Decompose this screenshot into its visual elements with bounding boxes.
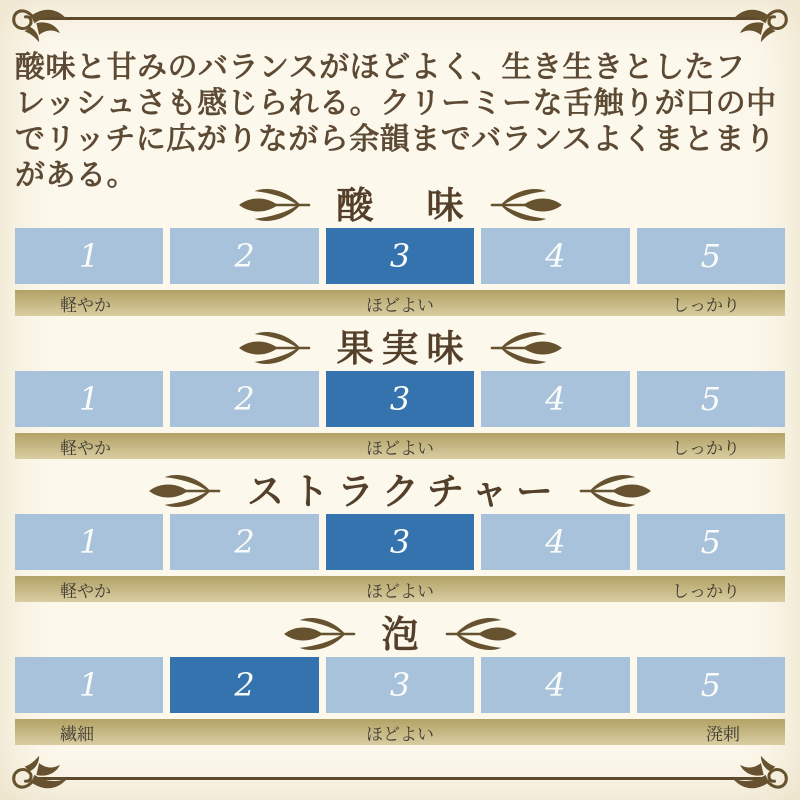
scale-label-right: しっかり	[672, 438, 741, 459]
scale-cell-2-selected: 2	[170, 657, 318, 713]
scale-section	[0, 612, 800, 745]
leaf-arrow-right-icon	[274, 615, 358, 653]
scale-cell-3-selected: 3	[326, 514, 474, 570]
corner-flourish-icon	[11, 752, 69, 794]
scales	[0, 183, 800, 745]
scale-cell-2: 2	[170, 371, 318, 427]
scale-title: ストラクチャー	[247, 468, 561, 513]
scale-cell-3: 3	[326, 657, 474, 713]
scale-cells	[15, 228, 785, 284]
scale-label-left: 軽やか	[60, 581, 111, 602]
leaf-arrow-left-icon	[577, 472, 661, 510]
scale-header	[0, 326, 800, 370]
scale-labels-bar	[15, 576, 785, 602]
scale-header	[0, 183, 800, 227]
scale-section	[0, 183, 800, 316]
intro-line: レッシュさも感じられる。クリーミーな舌触りが口の中	[15, 86, 777, 121]
scale-label-left: 軽やか	[60, 295, 111, 316]
scale-label-center: ほどよい	[366, 438, 434, 459]
corner-flourish-icon	[731, 752, 789, 794]
scale-cells	[15, 371, 785, 427]
scale-cells	[15, 657, 785, 713]
scale-title: 泡	[381, 611, 427, 656]
scale-cell-3-selected: 3	[326, 371, 474, 427]
scale-cell-3-selected: 3	[326, 228, 474, 284]
scale-cell-1: 1	[15, 657, 163, 713]
leaf-arrow-right-icon	[139, 472, 223, 510]
scale-cell-1: 1	[15, 228, 163, 284]
corner-flourish-icon	[11, 4, 69, 46]
scale-header	[0, 469, 800, 513]
scale-cells	[15, 514, 785, 570]
scale-cell-5: 5	[637, 514, 785, 570]
scale-label-right: しっかり	[672, 295, 741, 316]
scale-cell-5: 5	[637, 228, 785, 284]
leaf-arrow-left-icon	[488, 186, 572, 224]
scale-labels-bar	[15, 290, 785, 316]
scale-header	[0, 612, 800, 656]
scale-label-center: ほどよい	[366, 581, 434, 602]
scale-label-left: 軽やか	[60, 438, 111, 459]
scale-section	[0, 326, 800, 459]
scale-cell-4: 4	[481, 228, 629, 284]
scale-labels-bar	[15, 719, 785, 745]
top-border-rule	[37, 17, 763, 20]
scale-label-left: 繊細	[60, 724, 94, 745]
leaf-arrow-left-icon	[488, 329, 572, 367]
scale-cell-1: 1	[15, 371, 163, 427]
leaf-arrow-left-icon	[443, 615, 527, 653]
scale-cell-5: 5	[637, 657, 785, 713]
scale-labels-bar	[15, 433, 785, 459]
scale-label-right: 溌剌	[706, 724, 741, 745]
scale-cell-2: 2	[170, 514, 318, 570]
intro-text	[15, 50, 792, 194]
intro-line: がある。	[15, 158, 137, 193]
scale-label-center: ほどよい	[366, 295, 434, 316]
scale-title: 酸 味	[336, 182, 472, 227]
scale-title: 果実味	[336, 325, 472, 370]
corner-flourish-icon	[731, 4, 789, 46]
scale-cell-2: 2	[170, 228, 318, 284]
intro-line: でリッチに広がりながら余韻までバランスよくまとまり	[15, 122, 776, 157]
intro-line: 酸味と甘みのバランスがほどよく、生き生きとしたフ	[15, 50, 746, 85]
scale-cell-1: 1	[15, 514, 163, 570]
leaf-arrow-right-icon	[229, 329, 313, 367]
bottom-border-rule	[37, 777, 763, 780]
scale-label-center: ほどよい	[366, 724, 434, 745]
scale-cell-4: 4	[481, 371, 629, 427]
scale-cell-5: 5	[637, 371, 785, 427]
scale-cell-4: 4	[481, 657, 629, 713]
scale-label-right: しっかり	[672, 581, 741, 602]
leaf-arrow-right-icon	[229, 186, 313, 224]
scale-section	[0, 469, 800, 602]
scale-cell-4: 4	[481, 514, 629, 570]
